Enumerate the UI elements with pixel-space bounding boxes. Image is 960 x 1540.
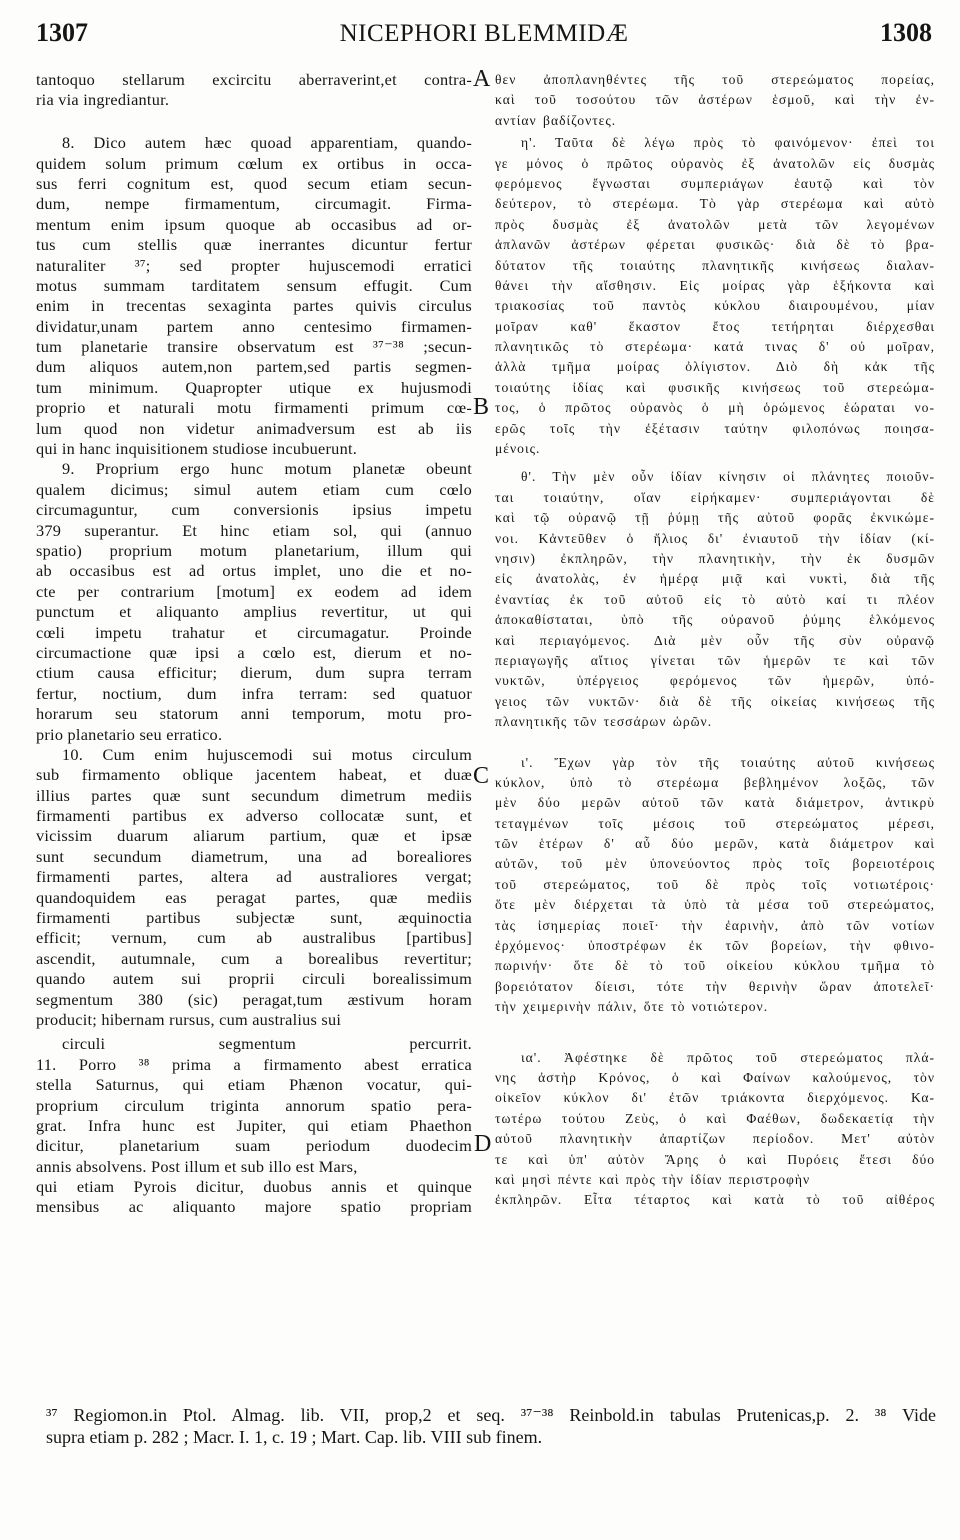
greek-text-line: γε μόνος ὁ πρῶτος οὐρανὸς ἐξ ἀνατολῶν εἰς δυσμὰς (495, 155, 935, 171)
running-title: NICEPHORI BLEMMIDÆ (339, 20, 629, 47)
margin-letter-b: B (473, 394, 490, 420)
latin-text-line: mensibus ac aliquanto majore spatio propriam (36, 1197, 472, 1217)
greek-text-line: τῶν ἑτέρων δ' αὖ δύο μερῶν, κατὰ διάμετρον καὶ (495, 836, 935, 852)
latin-text-line: quidem solum primum cœlum ex ortibus in occa- (36, 153, 472, 173)
latin-text-line: cte per contrarium [motum] ex eodem ad idem (36, 581, 472, 601)
greek-text-line: ερῶς τοῖς τὴν ἐξέτασιν ταύτην φιλοπόνως ποιησα- (495, 420, 935, 436)
greek-text-line: καὶ περιαγόμενος. Διὰ μὲν οὖν τῆς σὺν οὐρανῷ (495, 632, 935, 648)
greek-text-line: αντίαν βαδίζοντες. (495, 112, 617, 128)
greek-text-line: πρὸς δυσμὰς ἐξ ἀνατολῶν μετὰ τῶν λεγομένων (495, 216, 935, 232)
greek-text-line: τὴν χειμερινὴν πάλιν, ὅτε τὸ νοτιώτερον. (495, 999, 769, 1015)
footnote-line: ³⁷ Regiomon.in Ptol. Almag. lib. VII, prop,2 et seq. ³⁷⁻³⁸ Reinbold.in tabulas Prutenicas,p. 2. ³⁸ Vide (46, 1405, 936, 1425)
latin-text-line: punctum et aliquanto amplius revertitur, ut qui (36, 602, 472, 622)
greek-text-line: γειος τῶν νυκτῶν· διὰ δὲ τῆς οἰκείας κινήσεως τῆς (495, 693, 935, 709)
greek-text-line: ἐναντίας ἐκ τοῦ αὐτοῦ εἰς τὸ αὐτὸ καί τι πλέον (495, 591, 935, 607)
greek-text-line: τος, ὁ πρῶτος οὐρανὸς ὁ μὴ ὁρώμενος ἑώραται νο- (495, 400, 935, 416)
latin-text-line: annis absolvens. Post illum et sub illo est Mars, (36, 1156, 358, 1176)
latin-text-line: ria via ingrediantur. (36, 90, 170, 110)
latin-text-line: 8. Dico autem hæc quoad apparentiam, quando- (62, 133, 472, 153)
latin-text-line: ab occasibus est ad ortus implet, uno die et no- (36, 561, 472, 581)
latin-text-line: segmentum 380 (sic) peragat,tum æstivum horam (36, 989, 472, 1009)
greek-text-line: τωτέρω τούτου Ζεὺς, ὁ καὶ Φαέθων, δωδεκαετίᾳ τὴν (495, 1110, 935, 1126)
latin-text-line: qui in hanc inquisitionem studiose incubuerunt. (36, 439, 358, 459)
latin-text-line: horarum seu statorum anni temporum, motu pro- (36, 704, 472, 724)
latin-text-line: efficit; vernum, cum ab australibus [partibus] (36, 928, 472, 948)
greek-text-line: ἐρχόμενος· ὑποστρέφων ἐκ τῶν βορείων, τὴν φθινο- (495, 938, 935, 954)
greek-text-line: τεταγμένων τοῖς μέσοις τοῦ στερεώματος μέρεσι, (495, 815, 935, 831)
page-header (36, 18, 932, 52)
greek-text-line: πλανητικῶς τὸ στερέωμα· κατά τινας δ' οὐ μοῖραν, (495, 339, 935, 355)
greek-text-line: τοιαύτης ἰδίας καὶ φυσικῆς κινήσεως τοῦ στερεώμα- (495, 379, 935, 395)
latin-text-line: cœli impetu trahatur et circumagatur. Proinde (36, 622, 472, 642)
latin-text-line: proprium circulum triginta annorum spatio pera- (36, 1095, 472, 1115)
latin-text-line: mentum enim ipsum quoque ab occasibus ad or- (36, 214, 472, 234)
latin-text-line: circumaguntur, cum conversionis ipsius impetu (36, 500, 472, 520)
greek-text-line: δύτατον τῆς τοιαύτης πλανητικῆς κινήσεως διαλαν- (495, 257, 935, 273)
latin-text-line: 9. Proprium ergo hunc motum planetæ obeunt (62, 459, 472, 479)
margin-letter-a: A (473, 66, 491, 92)
greek-text-line: κύκλον, ὑπὸ τὸ στερέωμα βεβλημένον λοξῶς, τῶν (495, 774, 935, 790)
latin-column (36, 70, 472, 1218)
latin-text-line: quando autem sui proprii circuli borealissimum (36, 969, 472, 989)
greek-text-line: τε καὶ ὑπ' αὐτὸν Ἄρης ὁ καὶ Πυρόεις ἔτεσι δύο (495, 1151, 935, 1167)
latin-text-line: grat. Infra hunc est Jupiter, qui etiam Phaethon (36, 1115, 472, 1135)
greek-text-line: φερόμενος ἔγνωσται συμπεριάγων ἑαυτῷ καὶ τὸν (495, 175, 935, 191)
greek-text-line: μὲν δύο μερῶν αὐτοῦ τῶν κατὰ διάμετρον, ἀντικρὺ (495, 795, 935, 811)
greek-text-line: δεύτερον, τὸ στερέωμα. Τὸ γὰρ στερέωμα καὶ αὐτὸ (495, 196, 935, 212)
latin-text-line: dividatur,unam partem anno centesimo firmamen- (36, 316, 472, 336)
latin-text-line: dum, nempe firmamentum, circumagit. Firma- (36, 194, 472, 214)
latin-text-line: firmamenti partes, altera ad australiores vergat; (36, 867, 472, 887)
latin-text-line: motus summam tarditatem sensum effugit. Cum (36, 275, 472, 295)
greek-text-line: μένοις. (495, 441, 541, 457)
latin-text-line: tantoquo stellarum excircitu aberraverint,et contra- (36, 70, 472, 89)
latin-text-line: tum planetarie transire observatum est ³⁷⁻³⁸ ;secun- (36, 337, 472, 357)
greek-text-line: ι'. Ἔχων γὰρ τὸν τῆς τοιαύτης αὐτοῦ κινήσεως (521, 754, 935, 770)
greek-text-line: νοι. Κἀντεῦθεν ὁ ἥλιος δι' ἐνιαυτοῦ τὴν ἰδίαν (κί- (495, 530, 935, 546)
page-number-right: 1308 (880, 18, 932, 47)
latin-text-line: prio planetario seu erratico. (36, 724, 223, 744)
footnotes (46, 1404, 936, 1448)
greek-text-line: τριακοσίας τοῦ παντὸς κύκλου διαιρουμένου, μίαν (495, 298, 935, 314)
greek-text-line: βορειότατον δίεισι, τότε τὴν θερινὴν ὥραν ἀποτελεῖ· (495, 978, 935, 994)
latin-text-line: qui etiam Pyrois dicitur, duobus annis et quinque (36, 1177, 472, 1197)
footnote-line: supra etiam p. 282 ; Macr. I. 1, c. 19 ; Mart. Cap. lib. VIII sub finem. (46, 1427, 543, 1447)
latin-text-line (36, 111, 472, 131)
margin-letter-c: C (473, 763, 490, 789)
greek-text-line: καὶ τῷ οὐρανῷ τῇ ῥύμῃ τῆς αὐτοῦ φορᾶς ἐκνικώμε- (495, 510, 935, 526)
latin-text-line: 379 superantur. Et hinc etiam sol, qui (annuo (36, 520, 472, 540)
greek-text-line: μοῖραν καθ' ἕκαστον ἔτος τετήρηται διέρχεσθαι (495, 318, 935, 334)
greek-text-line: αὐτοῦ πλανητικὴν ἀπαρτίζων περίοδον. Μετ' αὐτὸν (495, 1131, 935, 1147)
greek-text-line: ἀποκαθίσταται, ὑπὸ τῆς οὐρανοῦ ῥύμης ἑλκόμενος (495, 612, 935, 628)
greek-text-line: τὰς ἰσημερίας ποιεῖ· τὴν ἐαρινὴν, ἀπὸ τῶν νοτίων (495, 917, 935, 933)
latin-text-line: ctium causa efficitur; dierum, dum supra terram (36, 663, 472, 683)
latin-text-line: firmamenti partibus subjectæ sunt, æquinoctia (36, 908, 472, 928)
greek-text-line: ὅτε μὲν διέρχεται τὰ ὑπὸ τὰ μέσα τοῦ στερεώματος, (495, 897, 935, 913)
latin-text-line: vicissim duarum aliarum partium, quæ et ipsæ (36, 826, 472, 846)
latin-text-line: ascendit, autumnale, cum a borealibus revertitur; (36, 948, 472, 968)
latin-text-line: spatio) proprium motum planetarium, illum qui (36, 540, 472, 560)
greek-text-line: πωρινήν· ὅτε δὲ τὸ τοῦ οἰκείου κύκλου τμῆμα τὸ (495, 958, 935, 974)
page-number-left: 1307 (36, 18, 88, 47)
latin-text-line: stella Saturnus, qui etiam Phænon vocatur, qui- (36, 1075, 472, 1095)
greek-text-line: νυκτῶν, ὑπέργειος φερόμενος τῶν ἡμερῶν, ὑπό- (495, 673, 935, 689)
latin-text-line: circumactione quæ ipsi a cœlo est, dierum et no- (36, 642, 472, 662)
latin-text-line: firmamenti partibus ex adverso collocatæ sunt, et (36, 806, 472, 826)
latin-text-line: 11. Porro ³⁸ prima a firmamento abest erratica (36, 1054, 472, 1074)
latin-text-line: producit; hibernam rursus, cum australius sui (36, 1009, 342, 1029)
latin-text-line: fertur, noctium, dum infra terram: sed quatuor (36, 683, 472, 703)
greek-text-line: πλανητικῆς τῶν τεσσάρων ὡρῶν. (495, 714, 713, 730)
greek-text-line: οἰκεῖον κύκλον δι' ἐτῶν τριάκοντα διερχόμενος. Κα- (495, 1090, 935, 1106)
latin-text-line: sunt secundum diametrum, una ad borealiores (36, 846, 472, 866)
greek-text-line: τοῦ στερεώματος, τοῦ δὲ πρὸς τοῖς νοτιωτέροις· (495, 876, 935, 892)
latin-text-line: 10. Cum enim hujuscemodi sui motus circulum (62, 744, 472, 764)
latin-text-line: tum minimum. Quapropter utique ex hujusmodi (36, 377, 472, 397)
greek-text-line: ἐκπληρῶν. Εἶτα τέταρτος καὶ κατὰ τὸ τοῦ αἰθέρος (495, 1192, 935, 1208)
greek-text-line: νης ἀστὴρ Κρόνος, ὁ καὶ Φαίνων καλούμενος, τὸν (495, 1069, 935, 1085)
latin-text-line: proprio et naturali motu firmamenti primum cœ- (36, 398, 472, 418)
margin-letter-d: D (474, 1131, 492, 1157)
greek-text-line: νησιν) ἐκπληρῶν, τὴν πλανητικὴν, τὴν ἐκ δυσμῶν (495, 550, 935, 566)
greek-text-line: η'. Ταῦτα δὲ λέγω πρὸς τὸ φαινόμενον· ἐπεὶ τοι (521, 135, 935, 151)
greek-text-line: ται τοιαύτην, οἵαν εἰρήκαμεν· συμπεριάγονται δὲ (495, 489, 935, 505)
latin-text-line: dicitur, planetarium suam periodum duodecim (36, 1136, 472, 1156)
latin-text-line: lum quod non videtur animadversum est ab iis (36, 418, 472, 438)
greek-text-line: ια'. Ἀφέστηκε δὲ πρῶτος τοῦ στερεώματος πλά- (521, 1049, 935, 1065)
latin-text-line: enim in trecentas sexaginta partes quivis circulus (36, 296, 472, 316)
latin-text-line: sub firmamento oblique jacentem habeat, et duæ (36, 765, 472, 785)
greek-text-line: ἀλλὰ τμῆμα μοίρας ὀλίγιστον. Διὸ δὴ κἀκ τῆς (495, 359, 935, 375)
latin-text-line: dum aliquos autem,non partem,sed partis segmen- (36, 357, 472, 377)
greek-text-line: καὶ τοῦ τοσούτου τῶν ἀστέρων ἑσμοῦ, καὶ τὴν ἐν- (495, 92, 935, 108)
latin-text-line: sus ferri cognitum est, quod secum etiam secun- (36, 173, 472, 193)
greek-text-line: ἀπλανῶν ἀστέρων φέρεται φυσικῶς· διὰ δὲ τὸ βρα- (495, 237, 935, 253)
greek-text-line: καὶ μησὶ πέντε καὶ πρὸς τὴν ἰδίαν περιστροφὴν (495, 1171, 811, 1187)
greek-text-line: περιαγωγῆς αἴτιος γίνεται τῶν ἡμερῶν τε καὶ τῶν (495, 652, 935, 668)
latin-text-line: illius partes quæ sunt secundum dimetrum mediis (36, 785, 472, 805)
greek-text-line: θεν ἀποπλανηθέντες τῆς τοῦ στερεώματος πορείας, (495, 72, 935, 87)
greek-text-line: εἰς ἀνατολὰς, ἐν ἡμέρᾳ μιᾷ καὶ νυκτὶ, διὰ τῆς (495, 571, 935, 587)
greek-text-line: αὐτῶν, τοῦ μὲν ὑπονεύοντος πρὸς τοῖς βορειοτέροις (495, 856, 935, 872)
latin-text-line: tus cum stellis quæ inerrantes dicuntur fertur (36, 235, 472, 255)
greek-text-line: θ'. Τὴν μὲν οὖν ἰδίαν κίνησιν οἱ πλάνητες ποιοῦν- (521, 469, 935, 485)
greek-text-line: θάνει τὴν αἴσθησιν. Εἰς μοίρας γὰρ ἑξήκοντα καὶ (495, 277, 935, 293)
latin-text-line: circuli segmentum percurrit. (62, 1034, 472, 1054)
latin-text-line: naturaliter ³⁷; sed propter hujuscemodi erratici (36, 255, 472, 275)
greek-column (495, 70, 935, 1211)
latin-text-line: qualem dicimus; simul autem etiam cum cœlo (36, 479, 472, 499)
latin-text-line: quandoquidem eas peragat partes, quæ mediis (36, 887, 472, 907)
